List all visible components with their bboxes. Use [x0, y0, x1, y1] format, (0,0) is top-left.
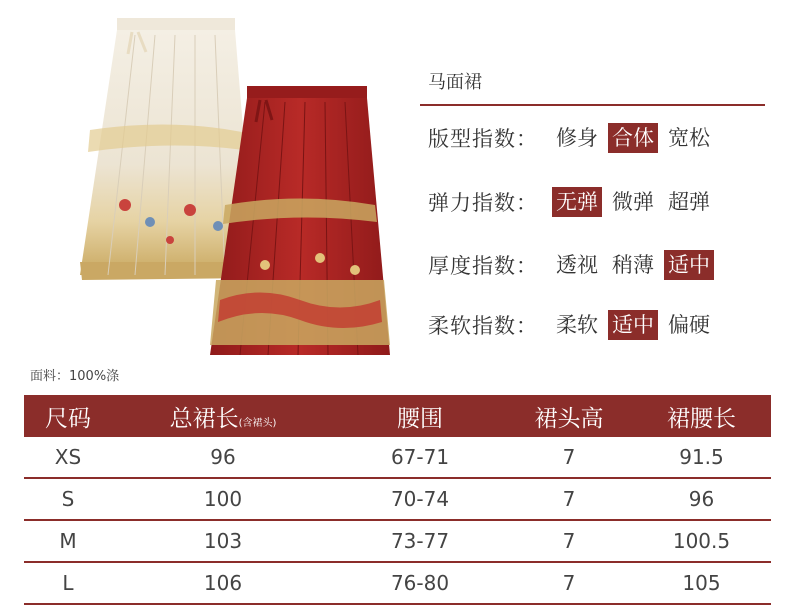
table-row: [24, 563, 771, 605]
cell-total-length: 96: [210, 445, 236, 469]
spec-option: 偏硬: [668, 313, 710, 337]
spec-option: 微弹: [612, 190, 654, 214]
spec-option-selected: 合体: [608, 123, 658, 153]
cell-waist: 73-77: [390, 529, 450, 553]
spec-row-thickness: [428, 249, 720, 281]
header-total-length-note: (含裙头): [238, 417, 277, 429]
header-total-length-label: 总裙长: [169, 405, 239, 432]
table-row: [24, 437, 771, 479]
spec-row-fit: [428, 122, 720, 154]
cell-waistband-height: 7: [562, 445, 576, 469]
skirt-illustration: [20, 0, 400, 360]
spec-option: 透视: [556, 253, 598, 277]
cell-waistband-length: 91.5: [679, 445, 724, 469]
spec-option: 稍薄: [612, 253, 654, 277]
cell-waist: 67-71: [390, 445, 450, 469]
header-waist: 腰围: [397, 405, 443, 432]
spec-label: 弹力指数：: [428, 191, 538, 215]
spec-option: 宽松: [668, 126, 710, 150]
cell-size: L: [62, 571, 74, 595]
spec-label: 厚度指数：: [428, 254, 538, 278]
cell-waistband-height: 7: [562, 571, 576, 595]
cell-waistband-length: 100.5: [672, 529, 731, 553]
spec-label: 版型指数：: [428, 127, 538, 151]
cell-total-length: 100: [203, 487, 243, 511]
product-title: 马面裙: [428, 72, 482, 93]
spec-label: 柔软指数：: [428, 314, 538, 338]
header-waistband-height: 裙头高: [534, 405, 604, 432]
cell-waistband-length: 96: [688, 487, 715, 511]
size-table: [24, 395, 771, 605]
table-row: [24, 521, 771, 563]
cell-waist: 76-80: [390, 571, 450, 595]
cell-size: M: [59, 529, 77, 553]
cell-size: S: [61, 487, 75, 511]
cell-waistband-length: 105: [682, 571, 721, 595]
cell-total-length: 106: [203, 571, 243, 595]
spec-option: 修身: [556, 126, 598, 150]
cell-total-length: 103: [203, 529, 243, 553]
header-total-length: [112, 400, 334, 433]
cell-waistband-height: 7: [562, 487, 576, 511]
fabric-composition: 面料：100%涤: [30, 369, 120, 384]
header-size: 尺码: [45, 405, 91, 432]
table-header: [24, 395, 771, 437]
spec-option-selected: 适中: [608, 310, 658, 340]
spec-option: 超弹: [668, 190, 710, 214]
cell-waist: 70-74: [390, 487, 450, 511]
spec-row-elasticity: [428, 186, 720, 218]
spec-row-softness: [428, 309, 720, 341]
spec-option-selected: 无弹: [552, 187, 602, 217]
spec-option: 柔软: [556, 313, 598, 337]
cell-waistband-height: 7: [562, 529, 576, 553]
table-row: [24, 479, 771, 521]
product-image: [20, 0, 400, 360]
title-divider: [420, 104, 765, 106]
cell-size: XS: [54, 445, 82, 469]
header-waistband-length: 裙腰长: [667, 405, 736, 432]
spec-option-selected: 适中: [664, 250, 714, 280]
